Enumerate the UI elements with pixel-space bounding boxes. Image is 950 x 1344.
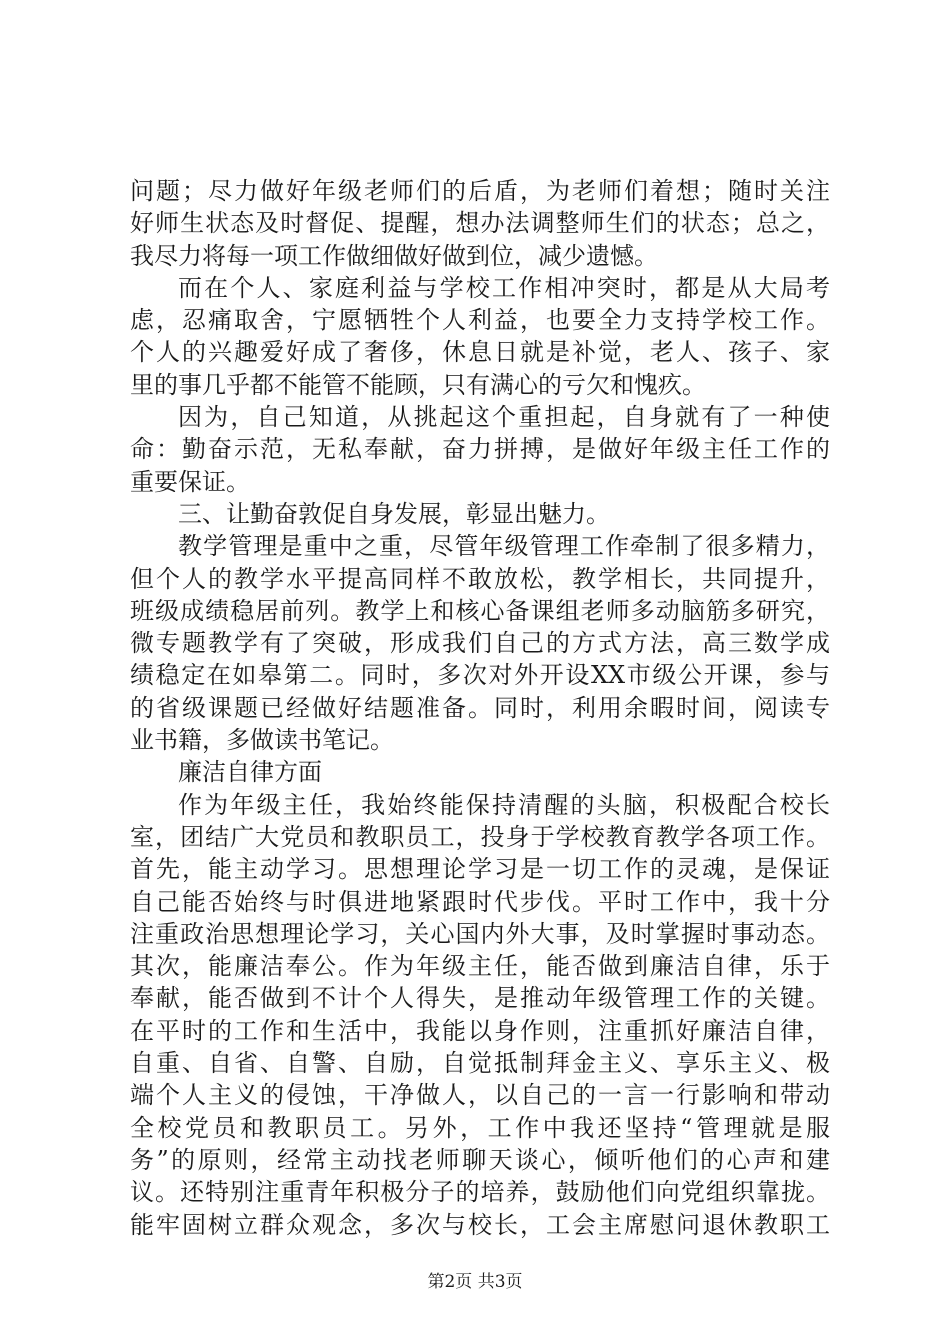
text-line: 端个人主义的侵蚀，干净做人，以自己的一言一行影响和带动 (130, 1081, 830, 1110)
text-line: 业书籍，多做读书笔记。 (130, 726, 394, 755)
text-line: 而在个人、家庭利益与学校工作相冲突时，都是从大局考 (178, 273, 830, 302)
text-line: 好师生状态及时督促、提醒，想办法调整师生们的状态；总之， (130, 209, 830, 238)
text-line: 其次，能廉洁奉公。作为年级主任，能否做到廉洁自律，乐于 (130, 952, 830, 981)
text-line: 的省级课题已经做好结题准备。同时，利用余暇时间，阅读专 (130, 693, 830, 722)
text-line: 首先，能主动学习。思想理论学习是一切工作的灵魂，是保证 (130, 855, 830, 884)
text-line: 注重政治思想理论学习，关心国内外大事，及时掌握时事动态。 (130, 919, 830, 948)
body-text (130, 175, 830, 1241)
text-line: 因为，自己知道，从挑起这个重担起，自身就有了一种使 (178, 403, 830, 432)
text-line: 教学管理是重中之重，尽管年级管理工作牵制了很多精力， (178, 532, 830, 561)
text-line: 自重、自省、自警、自励，自觉抵制拜金主义、享乐主义、极 (130, 1049, 830, 1078)
text-line: 议。还特别注重青年积极分子的培养，鼓励他们向党组织靠拢。 (130, 1178, 830, 1207)
text-line: 里的事几乎都不能管不能顾，只有满心的亏欠和愧疚。 (130, 370, 706, 399)
text-line: 我尽力将每一项工作做细做好做到位，减少遗憾。 (130, 241, 658, 270)
text-line: 班级成绩稳居前列。教学上和核心备课组老师多动脑筋多研究， (130, 596, 830, 625)
text-line: 微专题教学有了突破，形成我们自己的方式方法，高三数学成 (130, 629, 830, 658)
text-line: 虑，忍痛取舍，宁愿牺牲个人利益，也要全力支持学校工作。 (130, 306, 830, 335)
text-line: 问题；尽力做好年级老师们的后盾，为老师们着想；随时关注 (130, 177, 830, 205)
section-heading: 三、让勤奋敦促自身发展，彰显出魅力。 (178, 499, 610, 528)
text-line: 务”的原则，经常主动找老师聊天谈心，倾听他们的心声和建 (130, 1145, 830, 1174)
text-line: 命：勤奋示范，无私奉献，奋力拼搏，是做好年级主任工作的 (130, 435, 830, 464)
text-line: 能牢固树立群众观念，多次与校长，工会主席慰问退休教职工 (130, 1210, 830, 1239)
text-line: 全校党员和教职员工。另外，工作中我还坚持“管理就是服 (130, 1113, 830, 1142)
page-footer: 第2页 共3页 (427, 1272, 523, 1292)
text-line: 但个人的教学水平提高同样不敢放松，教学相长，共同提升， (130, 564, 830, 593)
text-line: 自己能否始终与时俱进地紧跟时代步伐。平时工作中，我十分 (130, 887, 830, 916)
text-line: 在平时的工作和生活中，我能以身作则，注重抓好廉洁自律， (130, 1016, 830, 1045)
section-heading: 廉洁自律方面 (178, 758, 322, 787)
text-line: 个人的兴趣爱好成了奢侈，休息日就是补觉，老人、孩子、家 (130, 338, 830, 367)
text-line: 作为年级主任，我始终能保持清醒的头脑，积极配合校长 (178, 790, 830, 819)
text-line: 绩稳定在如皋第二。同时，多次对外开设XX市级公开课，参与 (130, 661, 830, 690)
text-line: 奉献，能否做到不计个人得失，是推动年级管理工作的关键。 (130, 984, 830, 1013)
text-line: 重要保证。 (130, 467, 250, 496)
text-line: 室，团结广大党员和教职员工，投身于学校教育教学各项工作。 (130, 822, 830, 851)
